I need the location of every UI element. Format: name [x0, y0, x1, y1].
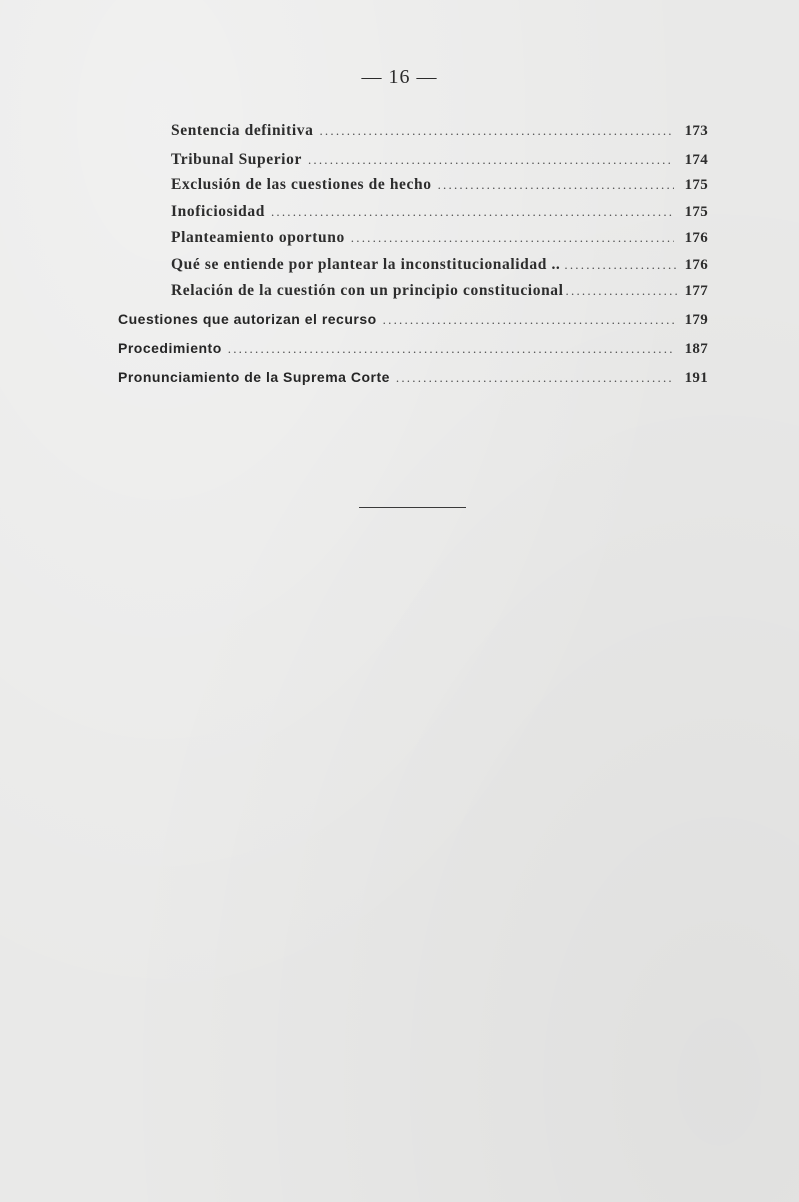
toc-entry-title: Cuestiones que autorizan el recurso — [118, 311, 377, 327]
dot-leader — [319, 123, 674, 139]
dot-leader — [396, 370, 674, 386]
toc-subentry — [171, 122, 708, 146]
toc-entry-title: Inoficiosidad — [171, 203, 265, 220]
toc-entry-page: 175 — [684, 204, 708, 220]
toc-entry — [118, 340, 708, 364]
toc-entry-title: Planteamiento oportuno — [171, 229, 345, 246]
toc-entry-page: 174 — [684, 152, 708, 168]
toc-entry-title: Sentencia definitiva — [171, 122, 314, 139]
dot-leader — [566, 283, 678, 299]
dot-leader — [271, 204, 674, 220]
toc-entry-page: 187 — [684, 341, 708, 357]
toc-subentry — [171, 176, 708, 200]
toc-entry-page: 176 — [684, 230, 708, 246]
dot-leader — [351, 230, 674, 246]
dot-leader — [564, 257, 676, 273]
end-divider-rule — [359, 507, 466, 508]
toc-entry-title: Relación de la cuestión con un principio constitucional — [171, 282, 564, 299]
toc-entry-title: Exclusión de las cuestiones de hecho — [171, 176, 432, 193]
toc-entry-title: Pronunciamiento de la Suprema Corte — [118, 369, 390, 385]
toc-subentry — [171, 151, 708, 175]
toc-subentry — [171, 203, 708, 227]
dot-leader — [228, 341, 674, 357]
toc-entry-page: 179 — [684, 312, 708, 328]
toc-subentry — [171, 229, 708, 253]
page-number: — 16 — — [361, 66, 438, 88]
toc-subentry — [171, 282, 708, 306]
dot-leader — [438, 177, 674, 193]
toc-entry-page: 175 — [684, 177, 708, 193]
toc-entry-page: 173 — [684, 123, 708, 139]
toc-entry-title: Procedimiento — [118, 340, 222, 356]
dot-leader — [308, 152, 674, 168]
toc-entry-title: Tribunal Superior — [171, 151, 302, 168]
toc-entry-title: Qué se entiende por plantear la inconstitucionalidad .. — [171, 256, 561, 273]
toc-entry — [118, 311, 708, 335]
toc-entry — [118, 369, 708, 393]
toc-entry-page: 176 — [684, 257, 708, 273]
toc-subentry — [171, 256, 708, 280]
toc-entry-page: 191 — [684, 370, 708, 386]
toc-entry-page: 177 — [684, 283, 708, 299]
dot-leader — [383, 312, 674, 328]
